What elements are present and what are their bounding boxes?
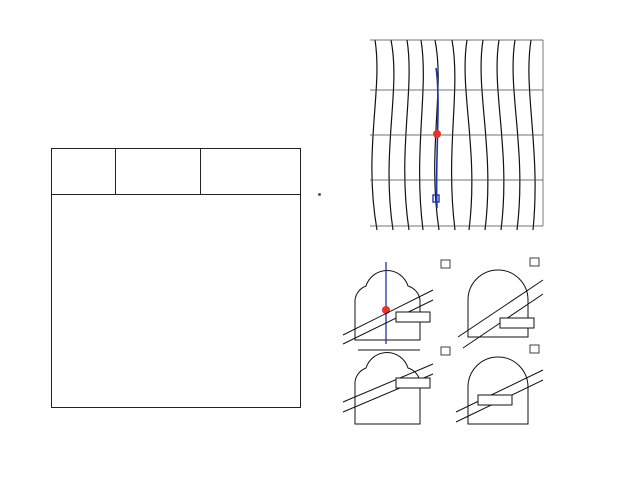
site-b [458,270,543,348]
meridian-line [436,68,438,208]
header-variant [51,148,116,195]
site-plan [355,30,550,236]
header-deviation [200,148,300,195]
table-header-row [51,148,300,195]
variant-table [51,148,300,407]
intro-text [53,23,333,80]
site-a [343,262,433,350]
site-types [338,252,552,436]
site-g [456,357,543,424]
site-point-marker [433,130,441,138]
scan-dot [318,193,321,196]
header-type [116,148,201,195]
site-v [343,353,433,424]
